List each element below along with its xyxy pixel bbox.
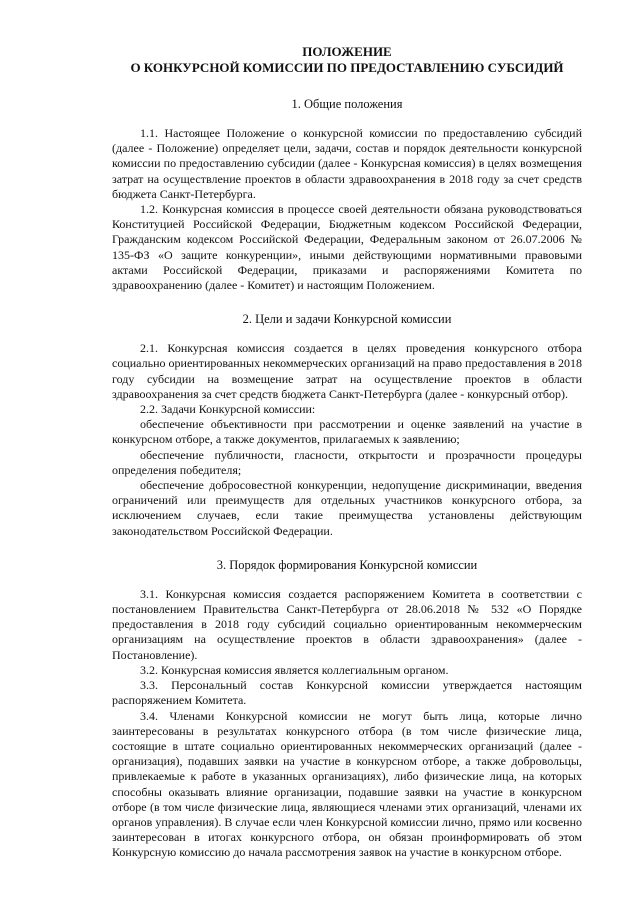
title-line-1: ПОЛОЖЕНИЕ (302, 44, 392, 59)
section-1-heading: 1. Общие положения (291, 97, 403, 111)
paragraph-3-3: 3.3. Персональный состав Конкурсной комиссии утверждается настоящим распоряжением Комитета. (112, 678, 582, 708)
section-3-heading: 3. Порядок формирования Конкурсной комиссии (216, 557, 478, 572)
paragraph-2-2-item-3: обеспечение добросовестной конкуренции, недопущение дискриминации, введения ограничений или преимуществ для отдельных участников конкурсного отбора, за исключением случаев, если такие преимущества установлены действующим законодательством Российской Федерации. (112, 478, 582, 538)
title-line-2: О КОНКУРСНОЙ КОМИССИИ ПО ПРЕДОСТАВЛЕНИЮ СУБСИДИЙ (130, 60, 564, 75)
paragraph-2-2: 2.2. Задачи Конкурсной комиссии: (140, 402, 316, 417)
section-2-heading: 2. Цели и задачи Конкурсной комиссии (242, 312, 452, 327)
document-title (112, 44, 582, 76)
paragraph-3-4: 3.4. Членами Конкурсной комиссии не могут быть лица, которые лично заинтересованы в результатах конкурсного отбора (в том числе физические лица, состоящие в штате социально ориентированных некоммерческих организаций (далее - организация), подавших заявки на участие в конкурсном отборе, а также добровольцы, привлекаемые к работе в указанных организациях), либо физические лица, на которых способны оказывать влияние организации, подавшие заявки на участие в конкурсном отборе (в том числе физические лица, являющиеся членами этих организаций, членами их органов управления). В случае если член Конкурсной комиссии лично, прямо или косвенно заинтересован в итогах конкурсного отбора, он обязан проинформировать об этом Конкурсную комиссию до начала рассмотрения заявок на участие в конкурсном отборе. (112, 708, 582, 860)
paragraph-3-1: 3.1. Конкурсная комиссия создается распоряжением Комитета в соответствии с постановлением Правительства Санкт-Петербурга от 28.06.2018 № 532 «О Порядке предоставления в 2018 году субсидий социально ориентированным некоммерческим организациям на осуществление проектов в области здравоохранения» (далее - Постановление). (112, 586, 582, 662)
paragraph-1-2: 1.2. Конкурсная комиссия в процессе своей деятельности обязана руководствоваться Конституцией Российской Федерации, Бюджетным кодексом Российской Федерации, Гражданским кодексом Российской Федерации, Федеральным законом от 26.07.2006 № 135-ФЗ «О защите конкуренции», иными действующими нормативными правовыми актами Российской Федерации, приказами и распоряжениями Комитета по здравоохранению (далее - Комитет) и настоящим Положением. (112, 202, 582, 293)
paragraph-2-2-item-2: обеспечение публичности, гласности, открытости и прозрачности процедуры определения победителя; (112, 447, 582, 477)
paragraph-2-2-item-1: обеспечение объективности при рассмотрении и оценке заявлений на участие в конкурсном отборе, а также документов, прилагаемых к заявлению; (112, 417, 582, 447)
paragraph-1-1: 1.1. Настоящее Положение о конкурсной комиссии по предоставлению субсидий (далее - Положение) определяет цели, задачи, состав и порядок деятельности конкурсной комиссии по предоставлению субсидии (далее - Конкурсная комиссия) в целях возмещения затрат на осуществление проектов в области здравоохранения в 2018 году за счет средств бюджета Санкт-Петербурга. (112, 126, 582, 201)
paragraph-2-1: 2.1. Конкурсная комиссия создается в целях проведения конкурсного отбора социально ориентированных некоммерческих организаций на право предоставления в 2018 году субсидии на возмещение затрат на осуществление проектов в области здравоохранения за счет средств бюджета Санкт-Петербурга (далее - конкурсный отбор). (112, 341, 582, 401)
paragraph-3-2: 3.2. Конкурсная комиссия является коллегиальным органом. (140, 662, 449, 677)
